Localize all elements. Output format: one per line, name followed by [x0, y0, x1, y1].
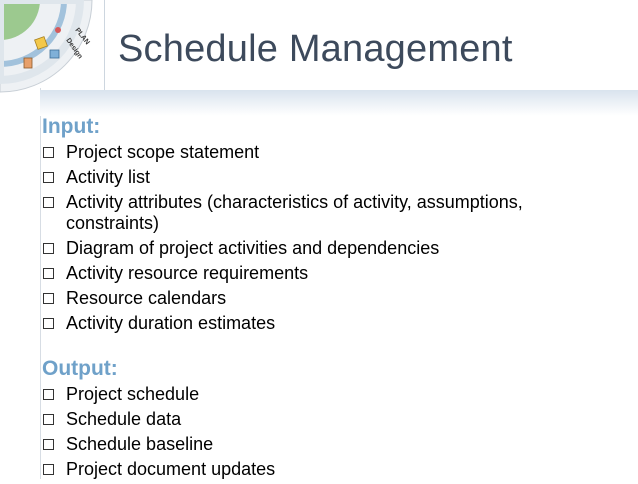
- list-item-text: Diagram of project activities and dependencies: [66, 238, 440, 258]
- list-item-text: Activity duration estimates: [66, 313, 276, 333]
- list-item-text: Project scope statement: [66, 142, 260, 162]
- list-item: [42, 192, 602, 234]
- checkbox-bullet-icon: [43, 464, 54, 475]
- list-item-text: Schedule baseline: [66, 434, 214, 454]
- list-item: [42, 313, 602, 334]
- output-list: [42, 384, 602, 484]
- list-item: [42, 384, 602, 405]
- list-item: [42, 459, 602, 480]
- list-item: [42, 434, 602, 455]
- title-divider: [40, 90, 638, 116]
- output-heading: Output:: [42, 357, 118, 380]
- list-item-text: Activity attributes (characteristics of activity, assumptions, constraints): [66, 192, 523, 233]
- input-heading: Input:: [42, 115, 101, 138]
- list-item-text: Project document updates: [66, 459, 276, 479]
- list-item-text: Schedule data: [66, 409, 182, 429]
- decorative-vertical-line-left: [40, 88, 41, 479]
- checkbox-bullet-icon: [43, 147, 54, 158]
- logo-design-label: Design: [64, 37, 84, 61]
- list-item-text: Resource calendars: [66, 288, 227, 308]
- decorative-vertical-line-top: [104, 0, 105, 92]
- list-item-text: Project schedule: [66, 384, 200, 404]
- input-list: [42, 142, 602, 338]
- checkbox-bullet-icon: [43, 414, 54, 425]
- checkbox-bullet-icon: [43, 439, 54, 450]
- list-item: [42, 288, 602, 309]
- slide-title: Schedule Management: [118, 28, 513, 70]
- checkbox-bullet-icon: [43, 389, 54, 400]
- checkbox-bullet-icon: [43, 197, 54, 208]
- list-item-text: Activity resource requirements: [66, 263, 309, 283]
- checkbox-bullet-icon: [43, 318, 54, 329]
- list-item-text: Activity list: [66, 167, 151, 187]
- checkbox-bullet-icon: [43, 268, 54, 279]
- checkbox-bullet-icon: [43, 172, 54, 183]
- list-item: [42, 142, 602, 163]
- list-item: [42, 409, 602, 430]
- plan-design-wheel-logo: [0, 0, 100, 100]
- list-item: [42, 167, 602, 188]
- list-item: [42, 238, 602, 259]
- list-item: [42, 263, 602, 284]
- checkbox-bullet-icon: [43, 243, 54, 254]
- logo-plan-label: PLAN: [73, 26, 91, 47]
- checkbox-bullet-icon: [43, 293, 54, 304]
